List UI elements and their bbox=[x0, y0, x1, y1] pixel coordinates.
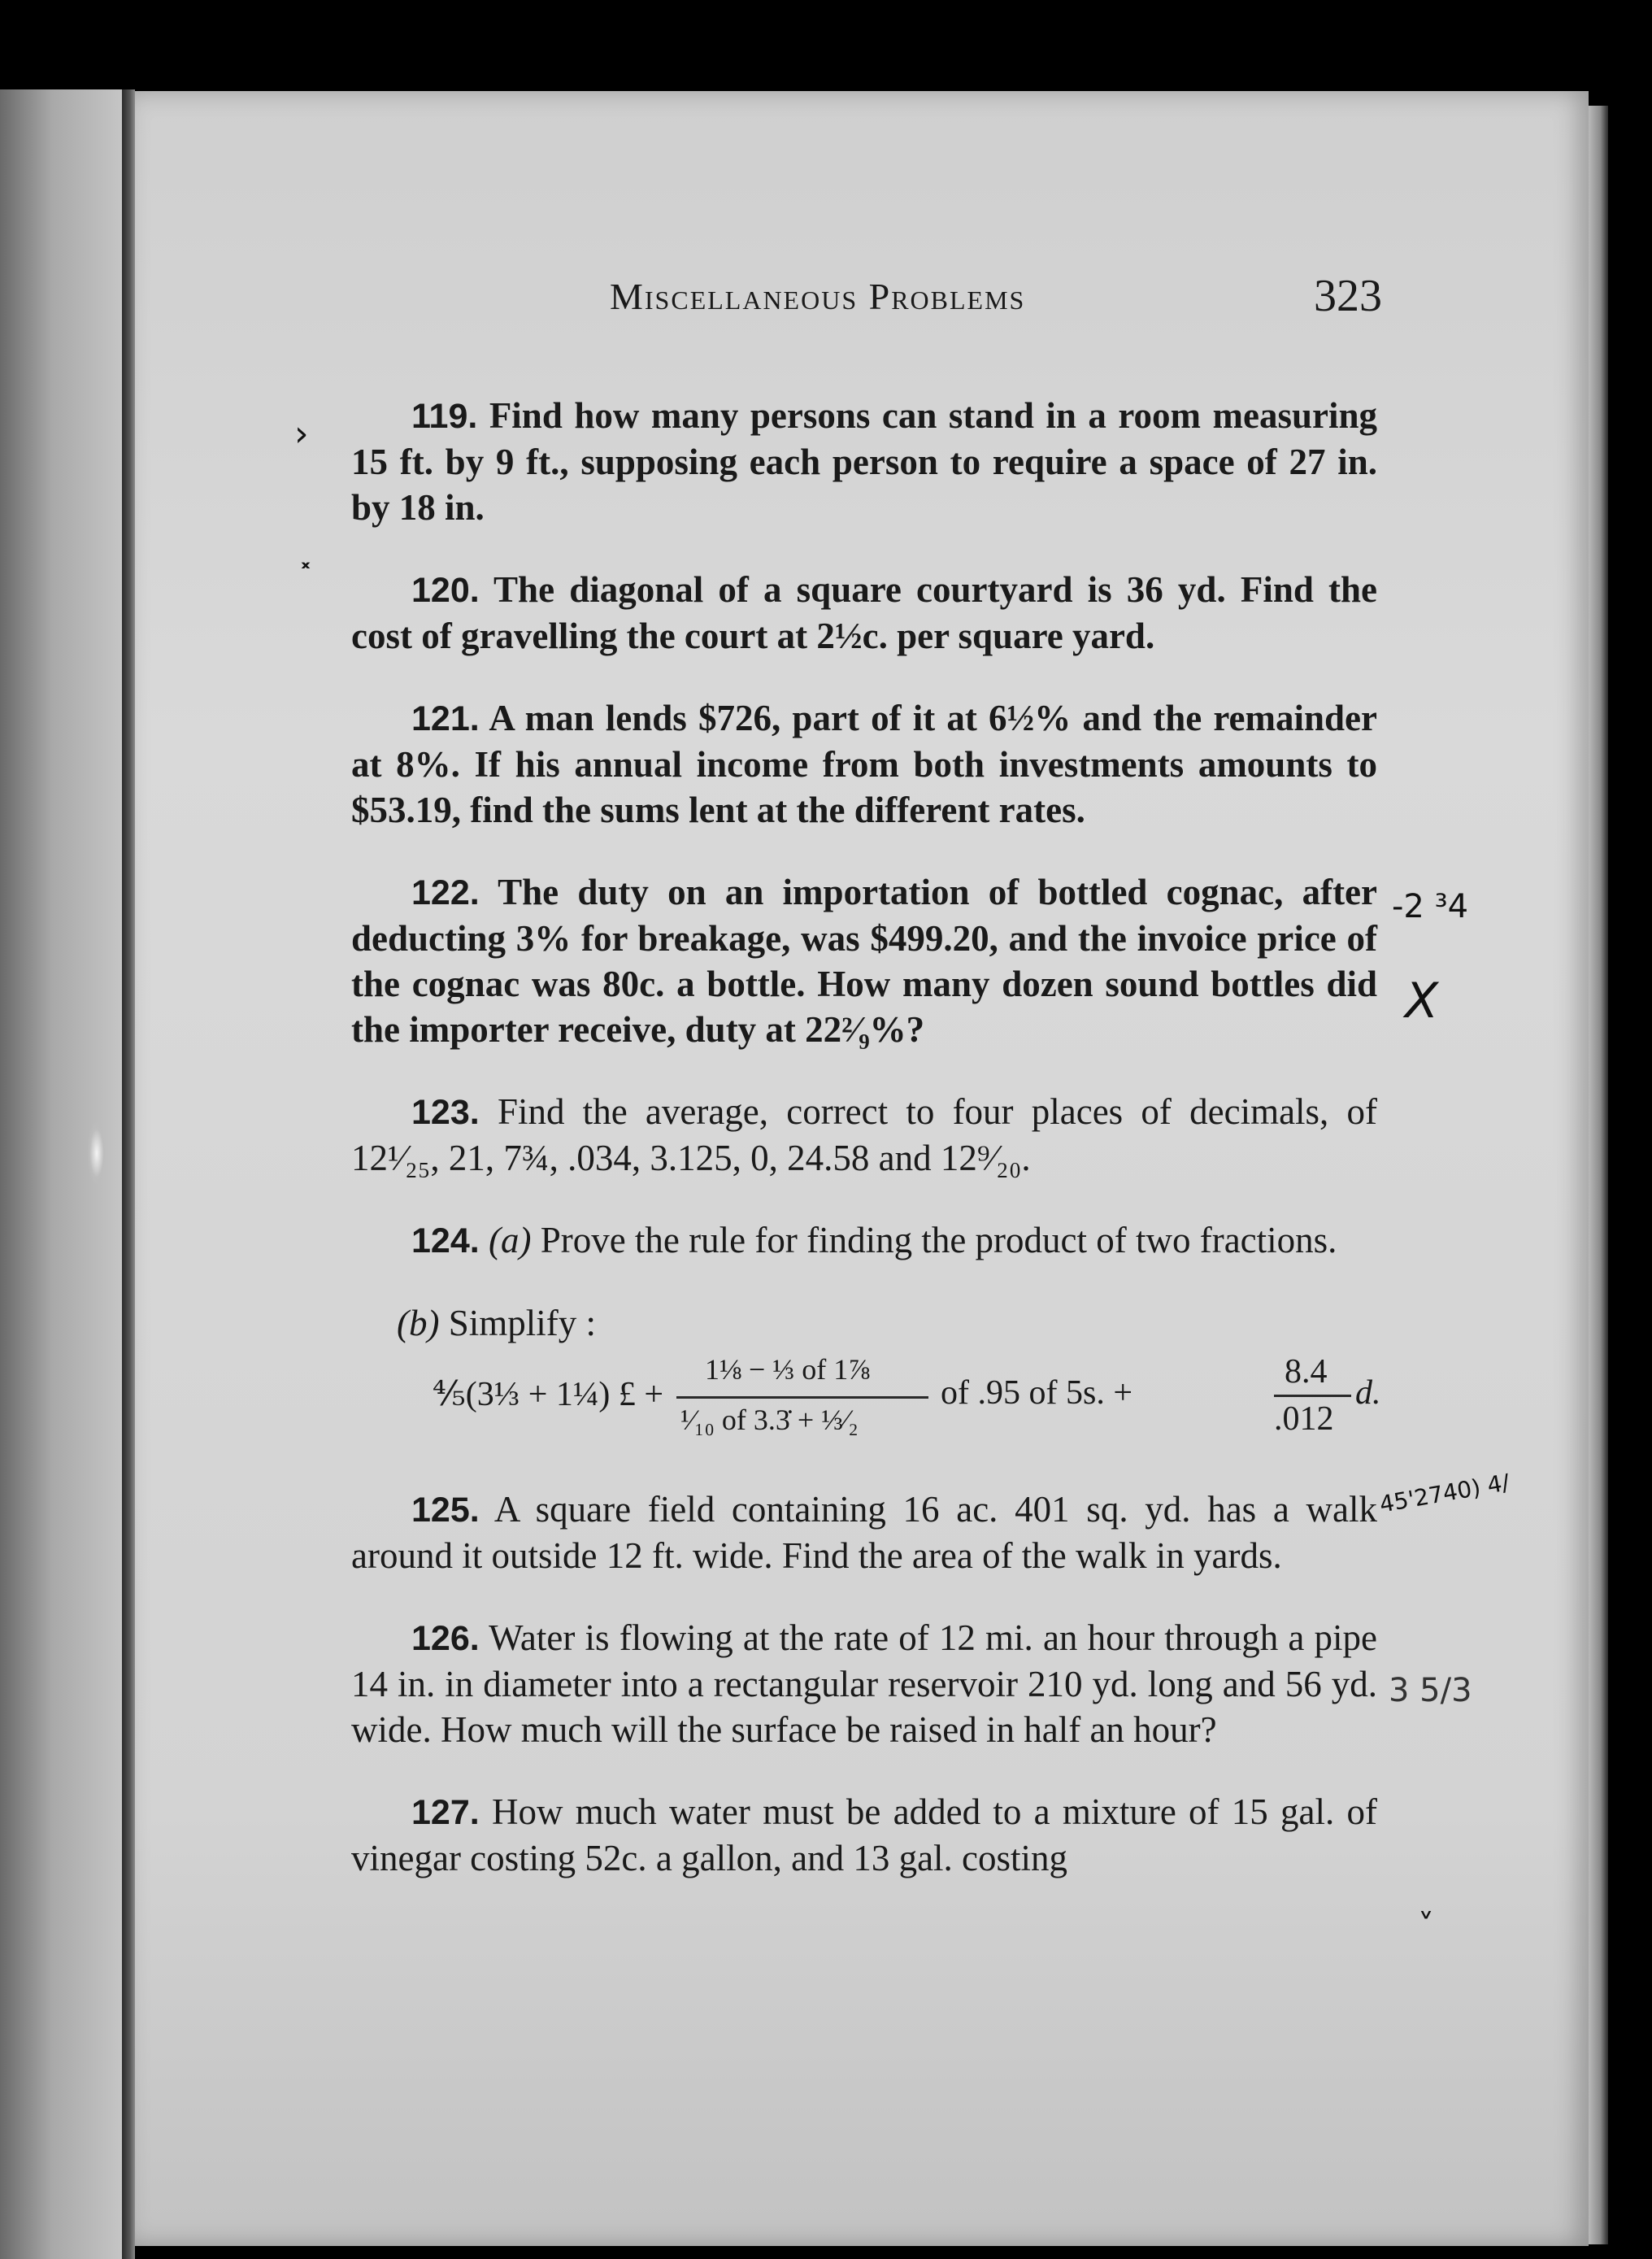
part-a-label: (a) bbox=[488, 1220, 532, 1260]
fraction-1-bar bbox=[676, 1396, 928, 1399]
problem-125 bbox=[351, 1486, 1377, 1578]
problem-number: 124. bbox=[411, 1221, 480, 1260]
problem-127 bbox=[351, 1789, 1377, 1881]
problem-text: The duty on an importation of bottled cognac, after deducting 3% for breakage, was $499.20, and the invoice price of the cognac was 80c. a bottle. How many dozen sound bottles did the importer receive, duty at 22²⁄₉%? bbox=[351, 872, 1377, 1050]
formula-middle: of .95 of 5s. + bbox=[941, 1374, 1133, 1412]
problem-number: 127. bbox=[411, 1793, 480, 1832]
fraction-1-numerator: 1⅛ − ⅓ of 1⅞ bbox=[705, 1353, 871, 1386]
problem-number: 119. bbox=[411, 397, 478, 436]
problem-122 bbox=[351, 869, 1377, 1052]
problem-121 bbox=[351, 695, 1377, 833]
running-title: Miscellaneous Problems bbox=[610, 276, 1026, 317]
margin-mark-127: ˅ bbox=[1418, 1908, 1434, 1945]
part-b-text: Simplify : bbox=[448, 1303, 597, 1343]
problem-119 bbox=[351, 393, 1377, 530]
problem-number: 121. bbox=[411, 699, 480, 738]
problem-number: 126. bbox=[411, 1619, 480, 1658]
book-gutter bbox=[122, 89, 135, 2259]
problem-124-part-b bbox=[351, 1300, 1377, 1346]
margin-mark-119: › bbox=[294, 413, 309, 455]
problem-126 bbox=[351, 1615, 1377, 1752]
problem-text: A square field containing 16 ac. 401 sq. yd. has a walk around it outside 12 ft. wide. Find the area of the walk in yards. bbox=[351, 1489, 1377, 1576]
problem-list bbox=[351, 356, 1381, 1899]
page-number: 323 bbox=[1314, 271, 1382, 321]
part-a-text: Prove the rule for finding the product of two fractions. bbox=[540, 1220, 1337, 1260]
problem-number: 122. bbox=[411, 873, 480, 912]
margin-note-122-b: X bbox=[1405, 973, 1439, 1029]
fraction-2-bar bbox=[1274, 1395, 1351, 1397]
part-b-label: (b) bbox=[397, 1303, 440, 1343]
problem-124 bbox=[351, 1217, 1377, 1264]
problem-number: 120. bbox=[411, 571, 480, 610]
margin-note-122-a: -2 ³4 bbox=[1392, 888, 1469, 925]
problem-text: How much water must be added to a mixture of 15 gal. of vinegar costing 52c. a gallon, and 13 gal. costing bbox=[351, 1791, 1378, 1878]
formula-lead: ⅘(3⅓ + 1¼) £ + bbox=[433, 1376, 664, 1413]
page-header bbox=[610, 271, 1382, 332]
formula-tail: d. bbox=[1355, 1374, 1381, 1412]
fraction-1-denominator: ¹⁄₁₀ of 3.3̇ + ⅓⁄₂ bbox=[680, 1404, 859, 1436]
page-edge-shadow bbox=[1589, 106, 1608, 2244]
simplify-formula bbox=[433, 1352, 1381, 1450]
problem-text: A man lends $726, part of it at 6½% and the remainder at 8%. If his annual income from both investments amounts to $53.19, find the sums lent at the different rates. bbox=[351, 698, 1377, 830]
paper-stain bbox=[88, 1122, 106, 1184]
problem-text: Find how many persons can stand in a room measuring 15 ft. by 9 ft., supposing each person to require a space of 27 in. by 18 in. bbox=[351, 395, 1377, 528]
problem-text: Water is flowing at the rate of 12 mi. an hour through a pipe 14 in. in diameter into a rectangular reservoir 210 yd. long and 56 yd. wide. How much will the surface be raised in half an hour? bbox=[351, 1617, 1378, 1750]
problem-text: Find the average, correct to four places of decimals, of 12¹⁄₂₅, 21, 7¾, .034, 3.125, 0, 24.58 and 12⁹⁄₂₀. bbox=[351, 1091, 1378, 1178]
problem-120 bbox=[351, 567, 1377, 659]
margin-note-126: 3 5/3 bbox=[1389, 1672, 1472, 1709]
problem-number: 125. bbox=[411, 1491, 480, 1530]
problem-123 bbox=[351, 1089, 1377, 1181]
margin-note-124: 45'2740) 4/ bbox=[1377, 1469, 1512, 1518]
margin-mark-120: ˟ bbox=[298, 559, 314, 597]
fraction-2-denominator: .012 bbox=[1274, 1400, 1334, 1438]
problem-number: 123. bbox=[411, 1093, 480, 1132]
problem-text: The diagonal of a square courtyard is 36 yd. Find the cost of gravelling the court at 2½c. per square yard. bbox=[351, 569, 1378, 656]
fraction-2-numerator: 8.4 bbox=[1285, 1353, 1328, 1391]
facing-page-edge bbox=[0, 89, 132, 2259]
